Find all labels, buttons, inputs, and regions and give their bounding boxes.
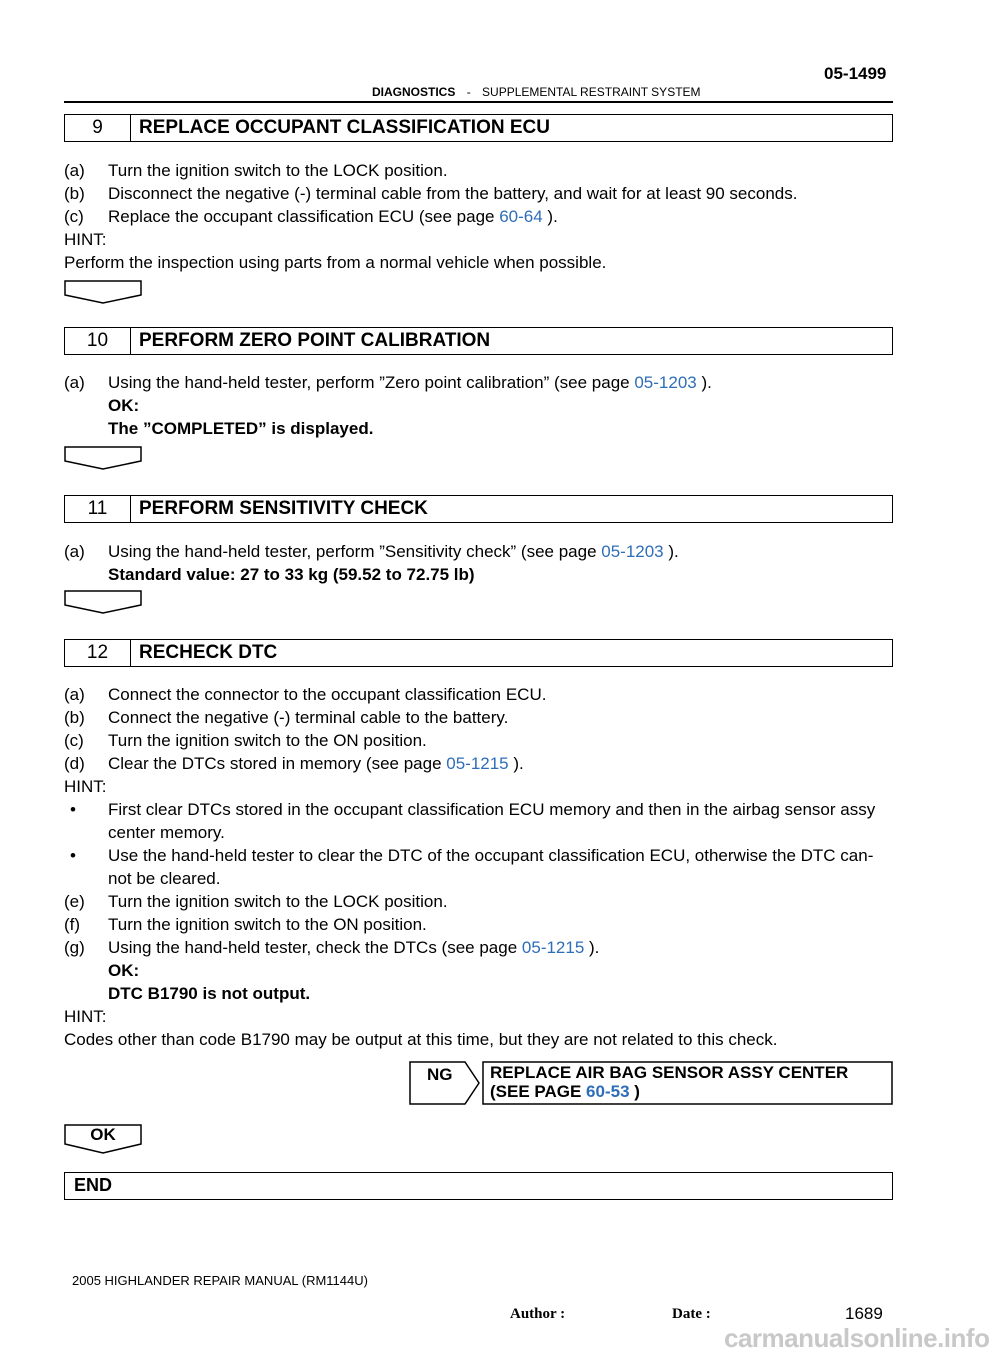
step-12-e-text: Turn the ignition switch to the LOCK position.: [108, 892, 448, 911]
ng-action-end: ): [629, 1082, 640, 1101]
page-number: 1689: [845, 1304, 883, 1323]
step-12-g-end: ).: [584, 938, 600, 957]
header-section: [372, 85, 701, 99]
ng-action-line-2: [490, 1082, 640, 1102]
page-link-05-1203[interactable]: 05-1203: [601, 542, 664, 561]
step-11-a-text: Using the hand-held tester, perform ”Sensitivity check” (see page: [108, 542, 602, 561]
step-10-header: [64, 327, 893, 355]
step-12-c-label: (c): [64, 731, 84, 750]
step-9-a-text: Turn the ignition switch to the LOCK position.: [108, 161, 448, 180]
step-10-a-line: [108, 372, 712, 394]
step-number: 11: [65, 496, 131, 522]
section-label: DIAGNOSTICS: [372, 85, 456, 99]
page-link-60-53[interactable]: 60-53: [586, 1082, 630, 1101]
ng-result-box: [409, 1061, 893, 1105]
step-number: 10: [65, 328, 131, 354]
step-12-ok: OK:: [108, 961, 140, 980]
step-9-header: [64, 114, 893, 142]
step-11-result: Standard value: 27 to 33 kg (59.52 to 72.75 lb): [108, 565, 475, 584]
step-12-d-line: [108, 753, 524, 775]
step-title: REPLACE OCCUPANT CLASSIFICATION ECU: [139, 117, 550, 138]
ng-action-text: (SEE PAGE: [490, 1082, 587, 1101]
ng-action-line-1: REPLACE AIR BAG SENSOR ASSY CENTER: [490, 1063, 849, 1082]
step-12-hint-label: HINT:: [64, 777, 107, 796]
step-9-c-label: (c): [64, 207, 84, 226]
bullet-1-line-1: First clear DTCs stored in the occupant classification ECU memory and then in the airbag sensor assy: [108, 800, 876, 819]
step-12-e-label: (e): [64, 892, 85, 911]
step-12-result: DTC B1790 is not output.: [108, 984, 311, 1003]
step-12-b-text: Connect the negative (-) terminal cable to the battery.: [108, 708, 509, 727]
bullet-2-line-1: Use the hand-held tester to clear the DTC of the occupant classification ECU, otherwise the DTC can-: [108, 846, 874, 865]
bullet-1-line-2: center memory.: [108, 823, 225, 842]
step-11-a-label: (a): [64, 542, 85, 561]
step-9-hint-text: Perform the inspection using parts from a normal vehicle when possible.: [64, 253, 607, 272]
ok-arrow-tag: [64, 1124, 142, 1154]
step-12-g-label: (g): [64, 938, 85, 957]
ok-label: OK: [90, 1125, 116, 1144]
watermark: carmanualsonline.info: [724, 1323, 989, 1353]
step-12-hint2-text: Codes other than code B1790 may be output at this time, but they are not related to this check.: [64, 1030, 778, 1049]
step-12-f-text: Turn the ignition switch to the ON position.: [108, 915, 427, 934]
page-link-05-1203[interactable]: 05-1203: [634, 373, 697, 392]
step-12-hint2-label: HINT:: [64, 1007, 107, 1026]
ng-label: NG: [427, 1065, 453, 1084]
step-title: PERFORM ZERO POINT CALIBRATION: [139, 330, 491, 351]
step-10-a-text: Using the hand-held tester, perform ”Zero point calibration” (see page: [108, 373, 635, 392]
step-12-a-label: (a): [64, 685, 85, 704]
step-title: PERFORM SENSITIVITY CHECK: [139, 498, 428, 519]
author-label: Author :: [510, 1306, 566, 1322]
step-9-b-label: (b): [64, 184, 85, 203]
step-10-a-end: ).: [696, 373, 712, 392]
page-link-05-1215[interactable]: 05-1215: [446, 754, 509, 773]
bullet-2-line-2: not be cleared.: [108, 869, 221, 888]
step-12-g-line: [108, 937, 599, 959]
step-10-ok: OK:: [108, 396, 140, 415]
step-12-header: [64, 639, 893, 667]
end-label: END: [74, 1175, 113, 1195]
step-12-g-text: Using the hand-held tester, check the DTCs (see page: [108, 938, 522, 957]
step-12-a-text: Connect the connector to the occupant classification ECU.: [108, 685, 547, 704]
step-9-a-label: (a): [64, 161, 85, 180]
step-9-hint-label: HINT:: [64, 230, 107, 249]
page-link-60-64[interactable]: 60-64: [499, 207, 543, 226]
step-9-c-end: ).: [542, 207, 558, 226]
end-box: [64, 1172, 893, 1200]
date-label: Date :: [672, 1306, 711, 1322]
next-arrow-icon: [64, 446, 142, 470]
step-number: 12: [65, 640, 131, 666]
step-10-a-label: (a): [64, 373, 85, 392]
step-12-b-label: (b): [64, 708, 85, 727]
step-11-a-line: [108, 541, 679, 563]
next-arrow-tag: [64, 590, 142, 614]
step-number: 9: [65, 115, 131, 141]
page-code: 05-1499: [824, 64, 887, 83]
step-10-result: The ”COMPLETED” is displayed.: [108, 419, 374, 438]
step-12-c-text: Turn the ignition switch to the ON position.: [108, 731, 427, 750]
subsection-label: SUPPLEMENTAL RESTRAINT SYSTEM: [482, 85, 701, 99]
next-arrow-icon: [64, 590, 142, 614]
next-arrow-tag: [64, 446, 142, 470]
step-title: RECHECK DTC: [139, 642, 278, 663]
step-12-d-label: (d): [64, 754, 85, 773]
step-12-d-text: Clear the DTCs stored in memory (see page: [108, 754, 447, 773]
step-12-d-end: ).: [508, 754, 524, 773]
header-rule: [64, 101, 893, 103]
step-11-header: [64, 495, 893, 523]
bullet-icon: •: [70, 846, 76, 865]
manual-footer: 2005 HIGHLANDER REPAIR MANUAL (RM1144U): [72, 1273, 368, 1288]
step-9-c-line: [108, 206, 558, 228]
step-12-f-label: (f): [64, 915, 81, 934]
next-arrow-icon: [64, 280, 142, 304]
bullet-icon: •: [70, 800, 76, 819]
step-9-c-text: Replace the occupant classification ECU (see page: [108, 207, 500, 226]
header-dash: -: [466, 85, 471, 99]
page-link-05-1215[interactable]: 05-1215: [521, 938, 585, 957]
step-11-a-end: ).: [663, 542, 679, 561]
next-arrow-tag: [64, 280, 142, 304]
step-9-b-text: Disconnect the negative (-) terminal cable from the battery, and wait for at least 90 seconds.: [108, 184, 798, 203]
